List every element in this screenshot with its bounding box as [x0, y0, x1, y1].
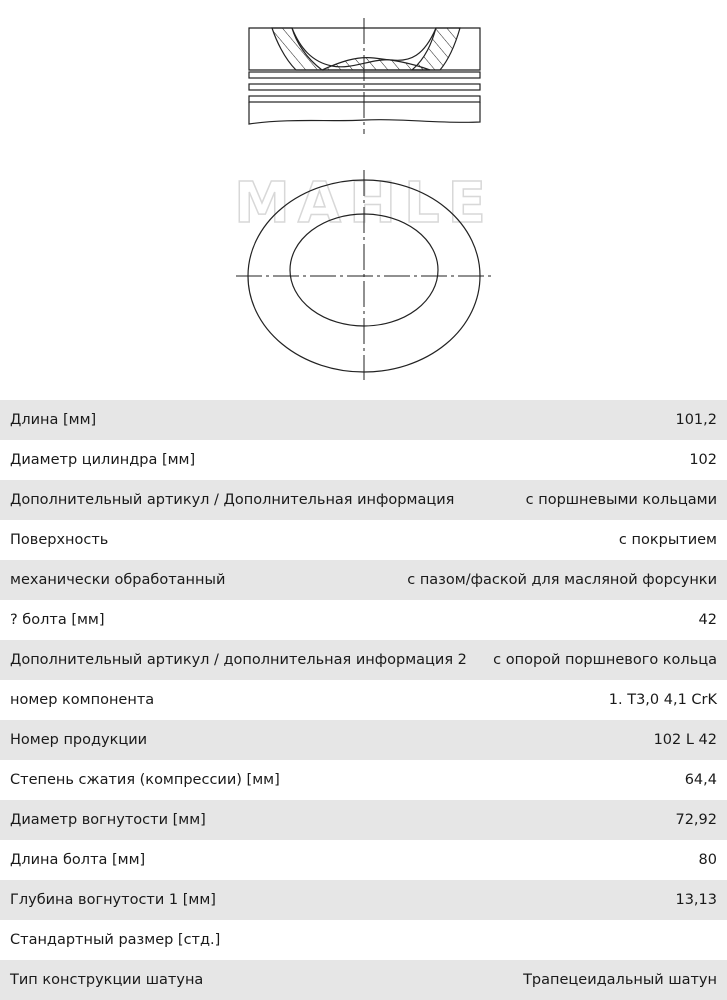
spec-value: Трапецеидальный шатун — [523, 972, 717, 988]
spec-value: 72,92 — [675, 812, 717, 828]
spec-value: 80 — [698, 852, 717, 868]
table-row — [0, 520, 727, 560]
spec-label: Степень сжатия (компрессии) [мм] — [10, 772, 280, 788]
spec-value: с опорой поршневого кольца — [493, 652, 717, 668]
table-row — [0, 600, 727, 640]
spec-value: 64,4 — [684, 772, 717, 788]
spec-label: номер компонента — [10, 692, 155, 708]
spec-value: с покрытием — [618, 532, 717, 548]
spec-label: Тип конструкции шатуна — [10, 972, 204, 988]
spec-label: Длина [мм] — [10, 412, 97, 428]
table-row — [0, 960, 727, 1000]
watermark-logo: MAHLE — [234, 171, 494, 236]
specs-table — [0, 400, 727, 1000]
spec-label: Дополнительный артикул / дополнительная информация 2 — [10, 652, 467, 668]
spec-label: Номер продукции — [10, 732, 148, 748]
table-row — [0, 400, 727, 440]
spec-value: 13,13 — [675, 892, 717, 908]
table-row — [0, 440, 727, 480]
table-row — [0, 880, 727, 920]
spec-value: с поршневыми кольцами — [525, 492, 717, 508]
table-row — [0, 480, 727, 520]
piston-drawing — [0, 0, 727, 400]
spec-label: Диаметр вогнутости [мм] — [10, 812, 206, 828]
spec-label: Поверхность — [10, 532, 109, 548]
spec-label: Дополнительный артикул / Дополнительная информация — [10, 492, 455, 508]
table-row — [0, 920, 727, 960]
spec-label: ? болта [мм] — [10, 612, 105, 628]
spec-label: Диаметр цилиндра [мм] — [10, 452, 196, 468]
spec-value: 102 L 42 — [653, 732, 717, 748]
spec-value: 101,2 — [675, 412, 717, 428]
table-row — [0, 760, 727, 800]
spec-value: 1. T3,0 4,1 CrK — [608, 692, 717, 708]
table-row — [0, 560, 727, 600]
spec-label: механически обработанный — [10, 572, 226, 588]
spec-label: Глубина вогнутости 1 [мм] — [10, 892, 216, 908]
spec-value: с пазом/фаской для масляной форсунки — [407, 572, 717, 588]
spec-label: Стандартный размер [стд.] — [10, 932, 221, 948]
table-row — [0, 720, 727, 760]
spec-value: 42 — [698, 612, 717, 628]
table-row — [0, 680, 727, 720]
table-row — [0, 840, 727, 880]
table-row — [0, 800, 727, 840]
spec-label: Длина болта [мм] — [10, 852, 146, 868]
table-row — [0, 640, 727, 680]
spec-value: 102 — [689, 452, 717, 468]
